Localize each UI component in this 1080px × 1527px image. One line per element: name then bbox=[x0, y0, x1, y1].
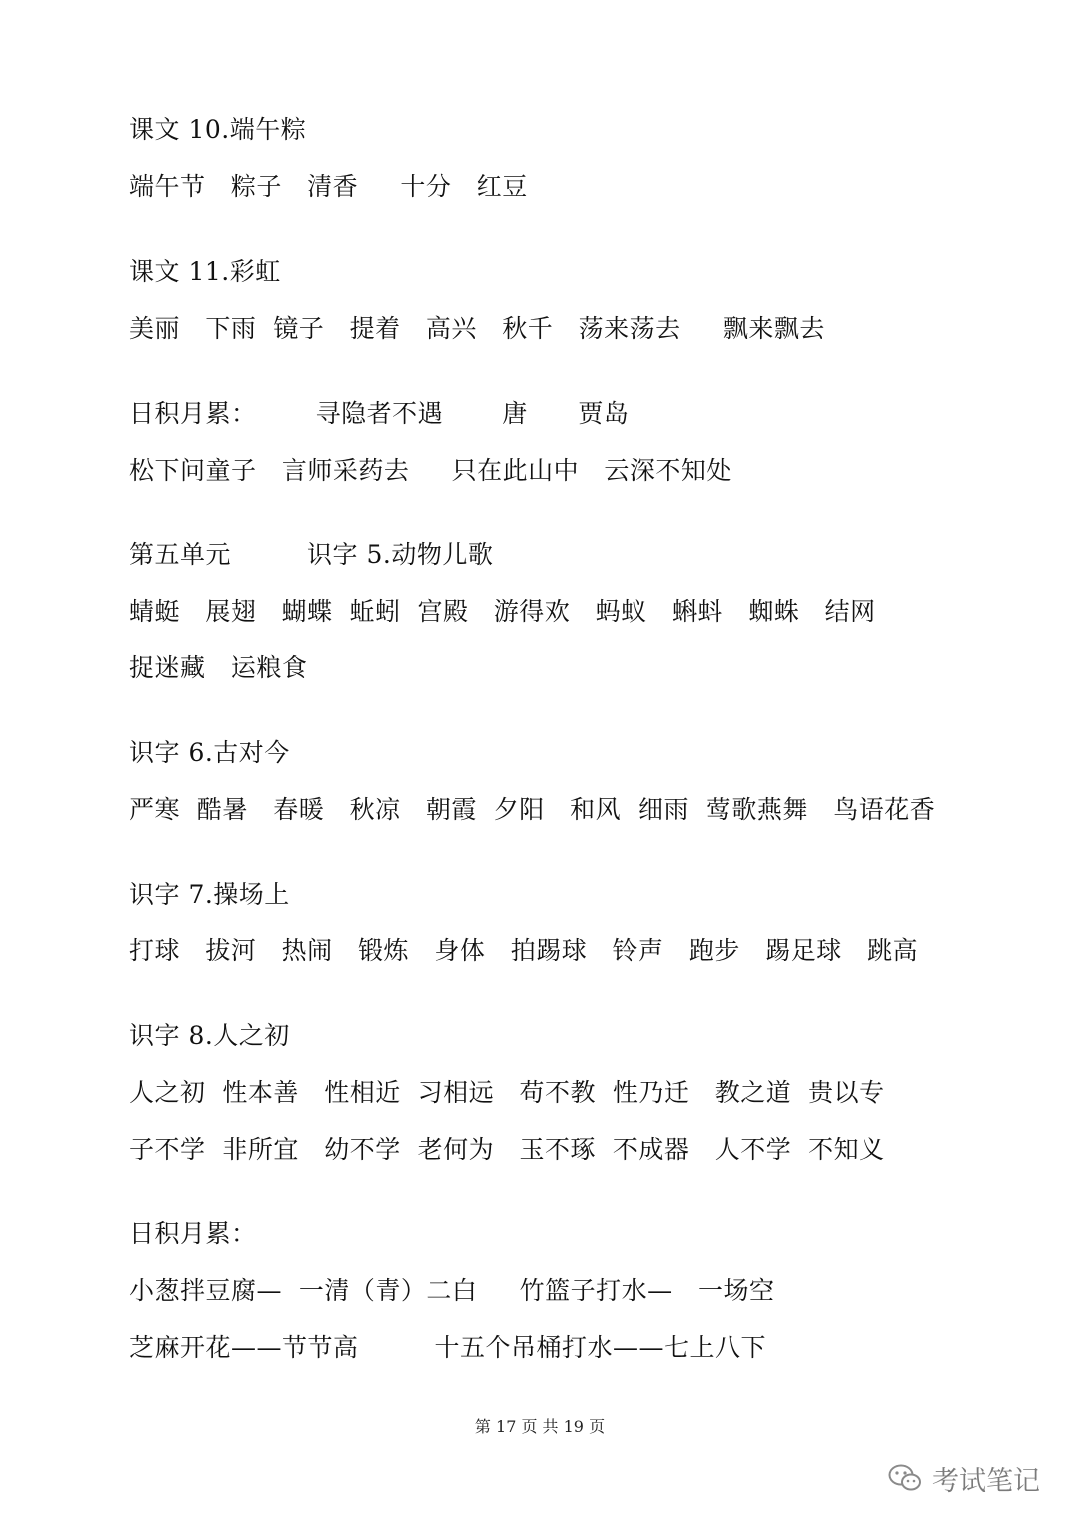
literacy-7-words: 打球 拔河 热闹 锻炼 身体 拍踢球 铃声 跑步 踢足球 跳高 bbox=[129, 936, 919, 965]
lesson-11-title: 课文 11.彩虹 bbox=[129, 257, 281, 286]
wechat-icon bbox=[888, 1463, 922, 1493]
lesson-10-title: 课文 10.端午粽 bbox=[129, 115, 307, 144]
literacy-5-words-row-2: 捉迷藏 运粮食 bbox=[129, 653, 308, 682]
literacy-6-title: 识字 6.古对今 bbox=[129, 738, 290, 767]
xiehouyu-row-2: 芝麻开花——节节高 十五个吊桶打水——七上八下 bbox=[129, 1333, 767, 1362]
literacy-8-text-row-2: 子不学 非所宜 幼不学 老何为 玉不琢 不成器 人不学 不知义 bbox=[129, 1135, 885, 1164]
page-number-footer: 第 17 页 共 19 页 bbox=[474, 1417, 606, 1436]
literacy-7-title: 识字 7.操场上 bbox=[129, 880, 290, 909]
lesson-10-words: 端午节 粽子 清香 十分 红豆 bbox=[129, 172, 528, 201]
daily-accumulation-title: 日积月累： bbox=[129, 1219, 257, 1248]
watermark-text: 考试笔记 bbox=[932, 1465, 1040, 1497]
literacy-6-words: 严寒 酷暑 春暖 秋凉 朝霞 夕阳 和风 细雨 莺歌燕舞 鸟语花香 bbox=[129, 795, 936, 824]
watermark bbox=[888, 1458, 1040, 1498]
unit-5-literacy-5-title: 第五单元 识字 5.动物儿歌 bbox=[129, 540, 494, 569]
lesson-11-words: 美丽 下雨 镜子 提着 高兴 秋千 荡来荡去 飘来飘去 bbox=[129, 314, 825, 343]
xiehouyu-row-1: 小葱拌豆腐— 一清（青）二白 竹篮子打水— 一场空 bbox=[129, 1276, 775, 1305]
daily-accumulation-poem-title: 日积月累： 寻隐者不遇 唐 贾岛 bbox=[129, 399, 630, 428]
literacy-5-words-row-1: 蜻蜓 展翅 蝴蝶 蚯蚓 宫殿 游得欢 蚂蚁 蝌蚪 蜘蛛 结网 bbox=[129, 597, 876, 626]
poem-lines: 松下问童子 言师采药去 只在此山中 云深不知处 bbox=[129, 456, 732, 485]
literacy-8-title: 识字 8.人之初 bbox=[129, 1021, 290, 1050]
literacy-8-text-row-1: 人之初 性本善 性相近 习相远 苟不教 性乃迁 教之道 贵以专 bbox=[129, 1078, 885, 1107]
